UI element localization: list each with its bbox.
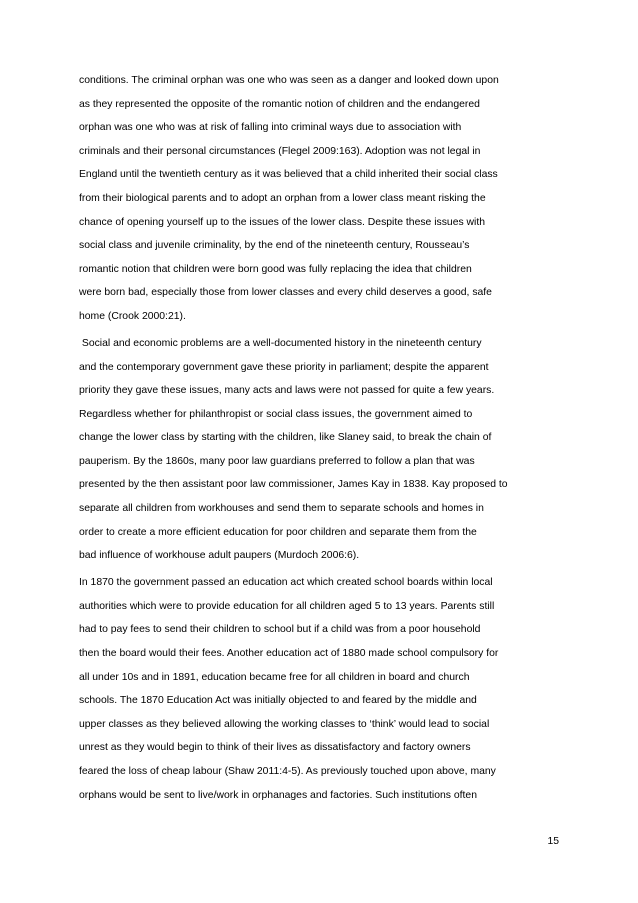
text-line: unrest as they would begin to think of their lives as dissatisfactory and factory owners <box>79 742 471 754</box>
paragraph-2 <box>79 332 569 568</box>
text-line: pauperism. By the 1860s, many poor law guardians preferred to follow a plan that was <box>79 455 475 467</box>
text-line: presented by the then assistant poor law commissioner, James Kay in 1838. Kay proposed to <box>79 479 508 491</box>
paragraph-1 <box>79 69 569 329</box>
text-line: conditions. The criminal orphan was one who was seen as a danger and looked down upon <box>79 75 499 86</box>
text-line: feared the loss of cheap labour (Shaw 2011:4-5). As previously touched upon above, many <box>79 766 496 777</box>
text-line: schools. The 1870 Education Act was initially objected to and feared by the middle and <box>79 695 477 707</box>
text-line: In 1870 the government passed an education act which created school boards within local <box>79 577 493 589</box>
text-line: and the contemporary government gave these priority in parliament; despite the apparent <box>79 361 489 373</box>
text-line: bad influence of workhouse adult paupers (Murdoch 2006:6). <box>79 550 360 562</box>
text-line: Regardless whether for philanthropist or social class issues, the government aimed to <box>79 408 473 420</box>
page-number: 15 <box>547 836 559 847</box>
text-line: romantic notion that children were born good was fully replacing the idea that children <box>79 263 472 275</box>
text-line: all under 10s and in 1891, education became free for all children in board and church <box>79 671 470 683</box>
text-line: order to create a more efficient education for poor children and separate them from the <box>79 526 477 538</box>
paragraph-3 <box>79 571 569 807</box>
body-text <box>79 69 569 807</box>
text-line: social class and juvenile criminality, by the end of the nineteenth century, Rousseau’s <box>79 240 470 252</box>
text-line: change the lower class by starting with the children, like Slaney said, to break the chain of <box>79 432 492 444</box>
text-line: orphan was one who was at risk of falling into criminal ways due to association with <box>79 122 462 134</box>
text-line: chance of opening yourself up to the issues of the lower class. Despite these issues with <box>79 216 486 228</box>
text-line: separate all children from workhouses and send them to separate schools and homes in <box>79 503 484 515</box>
text-line: upper classes as they believed allowing the working classes to ‘think’ would lead to social <box>79 718 490 730</box>
text-line: authorities which were to provide education for all children aged 5 to 13 years. Parents still <box>79 600 495 612</box>
text-line: then the board would their fees. Another education act of 1880 made school compulsory for <box>79 648 499 660</box>
text-line: orphans would be sent to live/work in orphanages and factories. Such institutions often <box>79 789 477 801</box>
text-line: home (Crook 2000:21). <box>79 310 186 322</box>
text-line: from their biological parents and to adopt an orphan from a lower class meant risking the <box>79 192 486 204</box>
text-line: were born bad, especially those from lower classes and every child deserves a good, safe <box>79 287 492 299</box>
text-line: as they represented the opposite of the romantic notion of children and the endangered <box>79 98 480 110</box>
text-line: Social and economic problems are a well-documented history in the nineteenth century <box>79 337 482 349</box>
text-line: England until the twentieth century as it was believed that a child inherited their social class <box>79 169 498 181</box>
text-line: had to pay fees to send their children to school but if a child was from a poor household <box>79 624 481 636</box>
text-line: criminals and their personal circumstances (Flegel 2009:163). Adoption was not legal in <box>79 145 481 157</box>
text-line: priority they gave these issues, many acts and laws were not passed for quite a few years. <box>79 385 495 397</box>
